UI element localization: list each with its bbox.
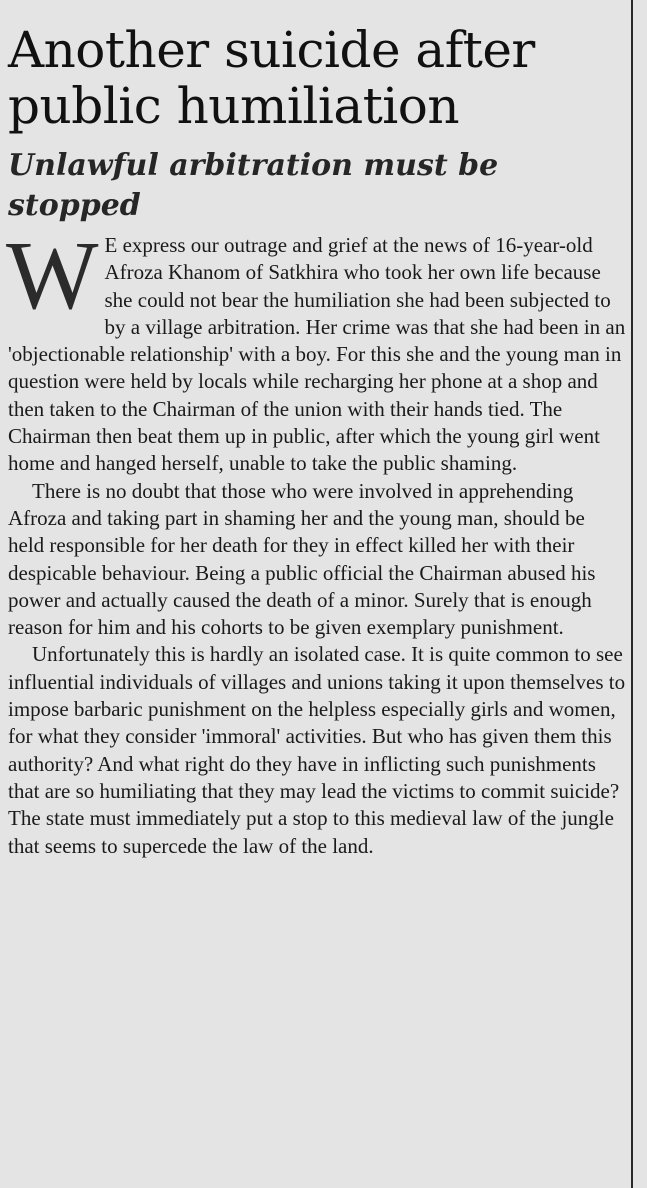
editorial-article <box>8 0 626 860</box>
paragraph-2: There is no doubt that those who were involved in apprehending Afroza and taking part in shaming her and the young man, should be held responsible for her death for they in effect killed her with their despicable behaviour. Being a public official the Chairman abused his power and actually caused the death of a minor. Surely that is enough reason for him and his cohorts to be given exemplary punishment. <box>8 478 596 640</box>
paragraph-1 <box>6 222 626 478</box>
paragraph-1-text: E express our outrage and grief at the news of 16-year-old Afroza Khanom of Satkhira who took her own life because she could not bear the humiliation she had been subjected to by a village arbitration. Her crime was that she had been in an 'objectionable relationship' with a boy. For this she and the young man in question were held by locals while recharging her phone at a shop and then taken to the Chairman of the union with their hands tied. The Chairman then beat them up in public, after which the young girl went home and hanged herself, unable to take the public shaming. <box>8 233 626 476</box>
paragraph-3: Unfortunately this is hardly an isolated case. It is quite common to see influential individuals of villages and unions taking it upon themselves to impose barbaric punishment on the helpless especially girls and women, for what they consider 'immoral' activities. But who has given them this authority? And what right do they have in inflicting such punishments that are so humiliating that they may lead the victims to commit suicide? The state must immediately put a stop to this medieval law of the jungle that seems to supercede the law of the land. <box>8 642 626 858</box>
subheadline: Unlawful arbitration must be stopped <box>8 148 499 223</box>
column-divider-rule <box>631 0 633 1188</box>
headline: Another suicide after public humiliation <box>8 21 535 135</box>
article-body <box>6 222 626 860</box>
drop-cap: W <box>6 222 99 330</box>
